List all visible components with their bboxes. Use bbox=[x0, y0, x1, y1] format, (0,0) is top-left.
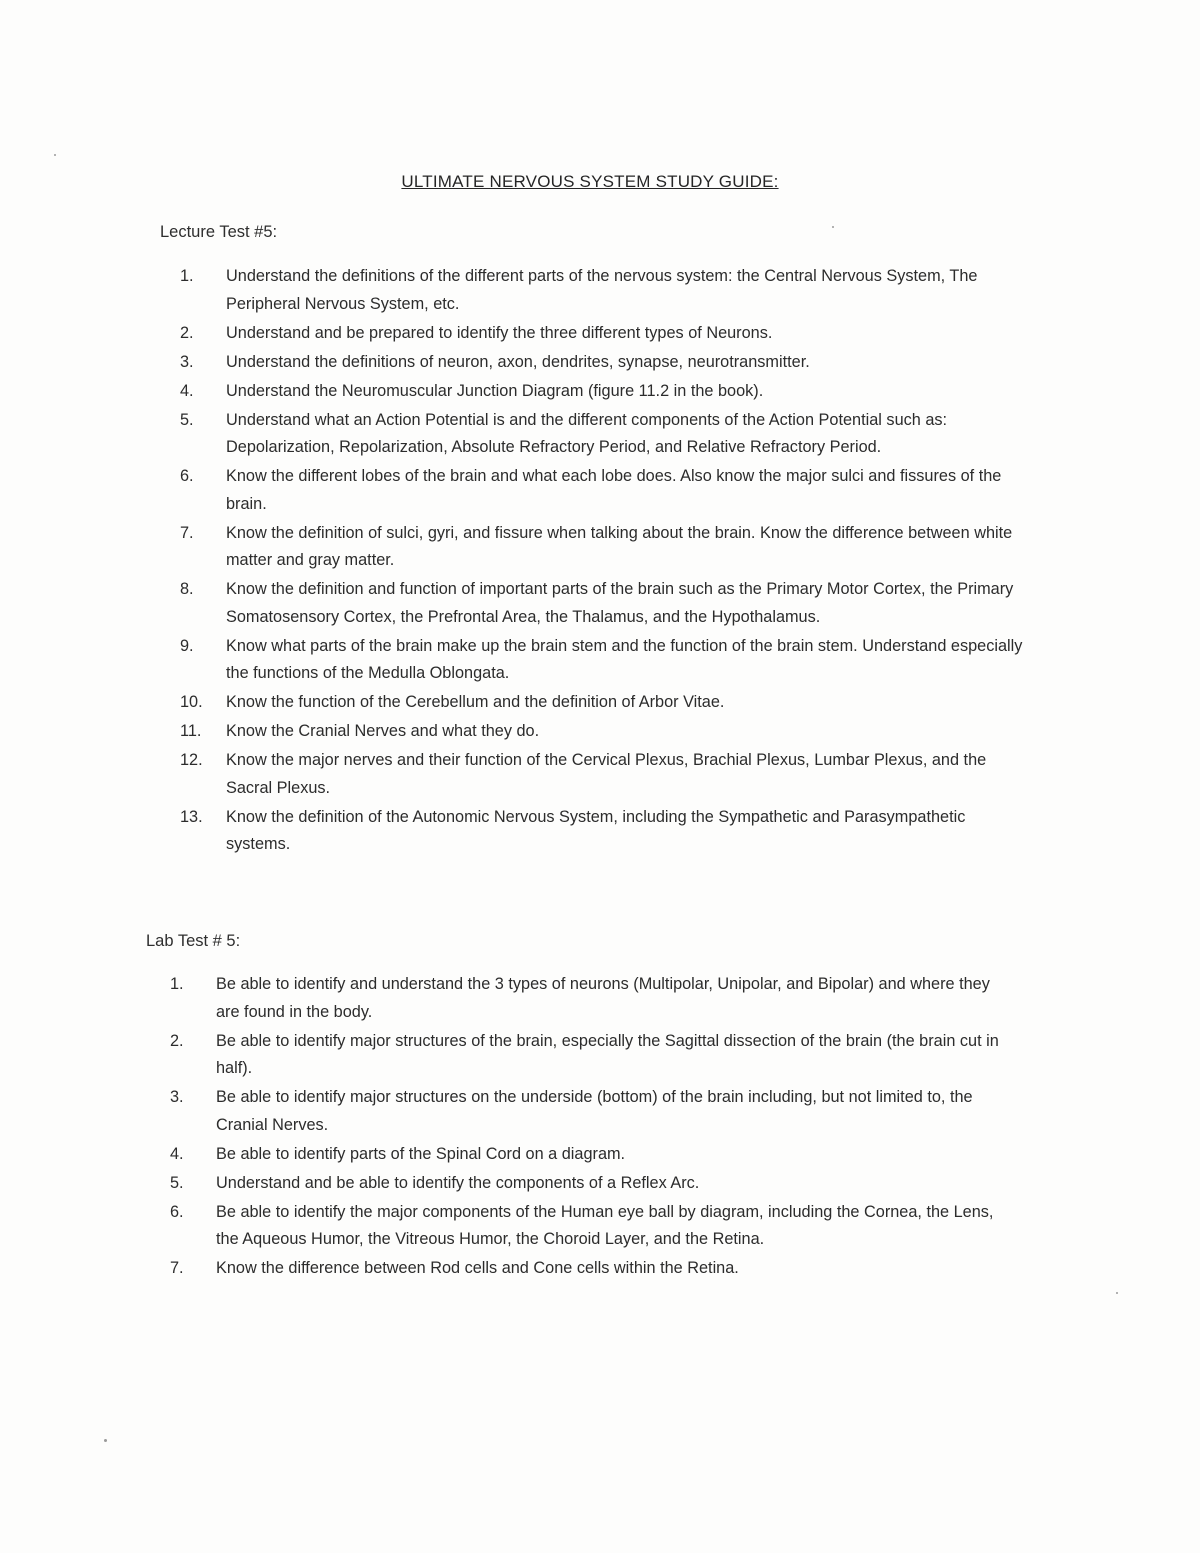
item-text: Understand the Neuromuscular Junction Diagram (figure 11.2 in the book). bbox=[226, 381, 764, 400]
scan-speck bbox=[1116, 1292, 1118, 1294]
item-text: Know the function of the Cerebellum and the definition of Arbor Vitae. bbox=[226, 693, 725, 711]
lab-test-list bbox=[170, 971, 1010, 1284]
item-number: 10. bbox=[180, 693, 203, 711]
list-item bbox=[170, 1084, 1010, 1139]
item-text: Understand the definitions of the different parts of the nervous system: the Central Nervous System, The Peripheral Nervous System, etc. bbox=[226, 267, 978, 313]
item-text: Understand the definitions of neuron, axon, dendrites, synapse, neurotransmitter. bbox=[226, 352, 810, 371]
item-number: 4. bbox=[180, 381, 194, 400]
lab-test-heading: Lab Test # 5: bbox=[146, 932, 241, 950]
list-item bbox=[180, 718, 1025, 746]
item-text: Be able to identify and understand the 3 types of neurons (Multipolar, Unipolar, and Bipolar) and where they are found in the body. bbox=[216, 975, 990, 1021]
list-item bbox=[180, 633, 1025, 688]
item-text: Know the definition and function of important parts of the brain such as the Primary Motor Cortex, the Primary Somatosensory Cortex, the Prefrontal Area, the Thalamus, and the Hypothalamus. bbox=[226, 580, 1014, 626]
list-item bbox=[180, 320, 1025, 348]
item-text: Know the major nerves and their function of the Cervical Plexus, Brachial Plexus, Lumbar Plexus, and the Sacral Plexus. bbox=[226, 751, 987, 797]
list-item bbox=[170, 1255, 1010, 1283]
item-number: 1. bbox=[170, 975, 184, 993]
list-item bbox=[180, 349, 1025, 377]
item-text: Know the definition of the Autonomic Nervous System, including the Sympathetic and Parasympathetic systems. bbox=[226, 807, 966, 853]
item-text: Understand and be able to identify the components of a Reflex Arc. bbox=[216, 1173, 700, 1192]
document-title: ULTIMATE NERVOUS SYSTEM STUDY GUIDE: bbox=[401, 172, 779, 191]
list-item bbox=[170, 971, 1010, 1026]
item-text: Be able to identify major structures on the underside (bottom) of the brain including, but not limited to, the Cranial Nerves. bbox=[216, 1088, 973, 1134]
item-text: Be able to identify parts of the Spinal Cord on a diagram. bbox=[216, 1144, 626, 1163]
list-item bbox=[180, 576, 1025, 631]
item-number: 3. bbox=[180, 352, 194, 371]
item-number: 13. bbox=[180, 807, 203, 826]
item-text: Understand and be prepared to identify the three different types of Neurons. bbox=[226, 323, 773, 342]
item-number: 6. bbox=[180, 467, 194, 485]
item-number: 5. bbox=[170, 1173, 184, 1192]
item-number: 3. bbox=[170, 1088, 184, 1106]
list-item bbox=[180, 804, 1025, 859]
list-item bbox=[170, 1141, 1010, 1169]
item-text: Know the different lobes of the brain and what each lobe does. Also know the major sulci and fissures of the brain. bbox=[226, 467, 1002, 513]
lecture-test-list bbox=[180, 263, 1025, 860]
list-item bbox=[180, 689, 1025, 717]
item-number: 2. bbox=[180, 323, 194, 342]
item-number: 7. bbox=[180, 523, 194, 542]
list-item bbox=[170, 1170, 1010, 1198]
item-text: Be able to identify major structures of the brain, especially the Sagittal dissection of the brain (the brain cut in half). bbox=[216, 1031, 999, 1077]
item-number: 2. bbox=[170, 1031, 184, 1050]
item-text: Know what parts of the brain make up the brain stem and the function of the brain stem. Understand especially the functions of the Medulla Oblongata. bbox=[226, 636, 1023, 682]
item-number: 6. bbox=[170, 1202, 184, 1221]
list-item bbox=[180, 263, 1025, 318]
item-number: 8. bbox=[180, 580, 194, 598]
list-item bbox=[170, 1028, 1010, 1083]
list-item bbox=[170, 1199, 1010, 1254]
item-text: Know the definition of sulci, gyri, and fissure when talking about the brain. Know the difference between white matter and gray matter. bbox=[226, 523, 1013, 569]
item-number: 12. bbox=[180, 751, 203, 769]
scan-speck bbox=[54, 154, 56, 156]
item-number: 4. bbox=[170, 1144, 184, 1163]
list-item bbox=[180, 463, 1025, 518]
item-text: Understand what an Action Potential is and the different components of the Action Potential such as: Depolarization, Repolarization, Absolute Refractory Period, and Relative Refractory Period. bbox=[226, 410, 948, 456]
item-number: 5. bbox=[180, 410, 194, 429]
item-text: Be able to identify the major components of the Human eye ball by diagram, including the Cornea, the Lens, the Aqueous Humor, the Vitreous Humor, the Choroid Layer, and the Retina. bbox=[216, 1202, 994, 1248]
item-text: Know the difference between Rod cells and Cone cells within the Retina. bbox=[216, 1259, 739, 1277]
list-item bbox=[180, 520, 1025, 575]
item-number: 9. bbox=[180, 636, 194, 655]
list-item bbox=[180, 378, 1025, 406]
scan-speck bbox=[832, 226, 834, 228]
lecture-test-heading: Lecture Test #5: bbox=[160, 223, 278, 241]
list-item bbox=[180, 747, 1025, 802]
list-item bbox=[180, 407, 1025, 462]
item-number: 7. bbox=[170, 1259, 184, 1277]
item-number: 1. bbox=[180, 267, 194, 285]
item-number: 11. bbox=[180, 722, 202, 740]
item-text: Know the Cranial Nerves and what they do. bbox=[226, 722, 540, 740]
scan-speck bbox=[104, 1439, 107, 1442]
